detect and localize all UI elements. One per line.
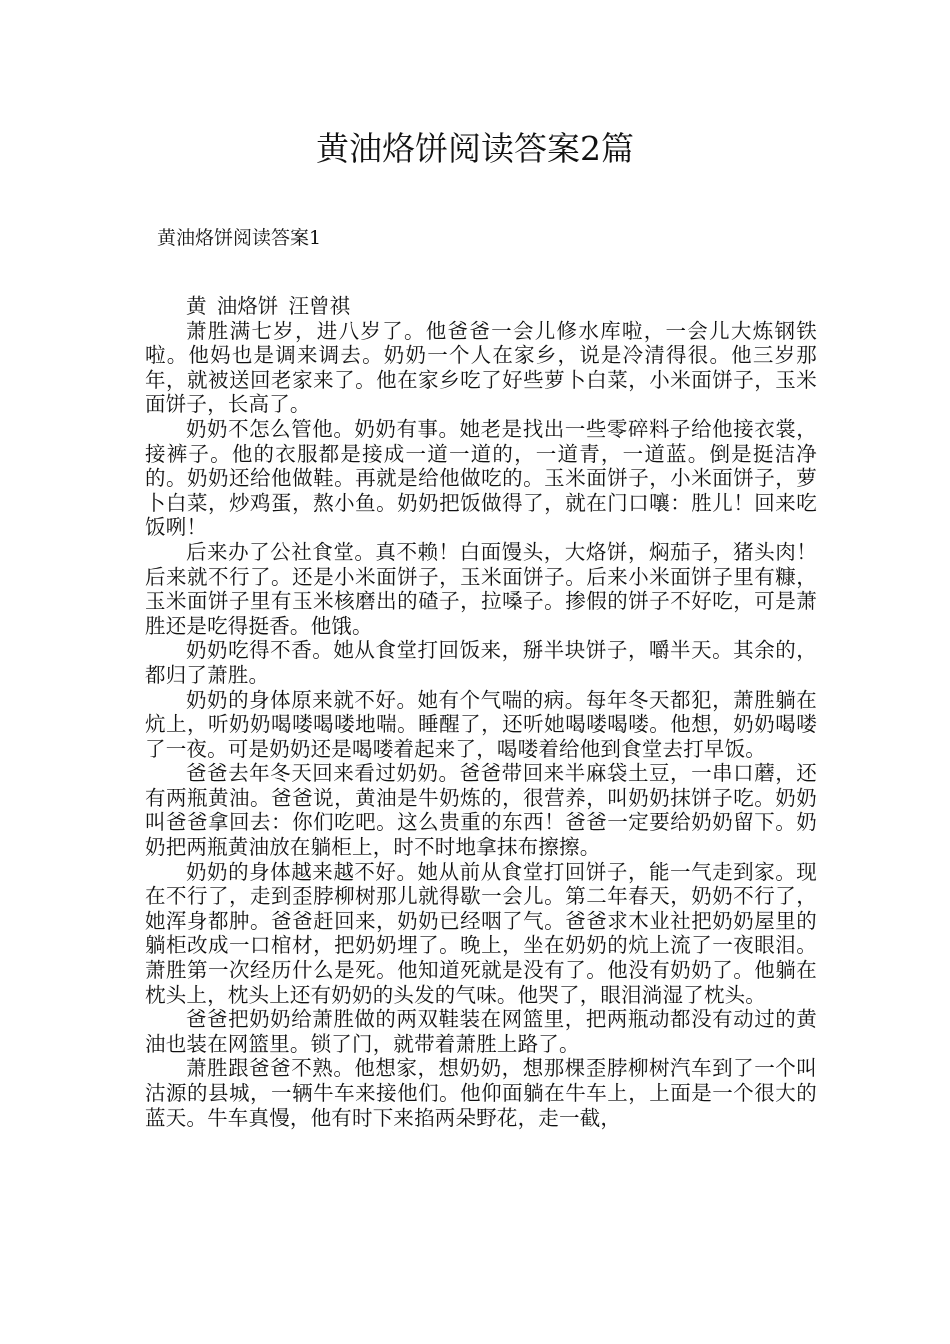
article-title-part2: 油烙饼 — [216, 294, 279, 318]
section-heading: 黄油烙饼阅读答案1 — [157, 227, 322, 249]
article-paragraph: 奶奶的身体原来就不好。她有个气喘的病。每年冬天都犯，萧胜躺在炕上，听奶奶喝喽喝喽地喘。睡醒了，还听她喝喽喝喽。他想，奶奶喝喽了一夜。可是奶奶还是喝喽着起来了，喝喽着给他到食堂去打早饭。 — [145, 687, 817, 761]
article-paragraph: 后来办了公社食堂。真不赖！白面馒头，大烙饼，焖茄子，猪头肉！后来就不行了。还是小米面饼子，玉米面饼子。后来小米面饼子里有糠，玉米面饼子里有玉米核磨出的碴子，拉嗓子。掺假的饼子不好吃，可是萧胜还是吃得挺香。他饿。 — [145, 539, 817, 638]
article-paragraph: 爸爸把奶奶给萧胜做的两双鞋装在网篮里，把两瓶动都没有动过的黄油也装在网篮里。锁了门，就带着萧胜上路了。 — [145, 1007, 817, 1056]
article-paragraph: 奶奶吃得不香。她从食堂打回饭来，掰半块饼子，嚼半天。其余的，都归了萧胜。 — [145, 638, 817, 687]
article-title-part1: 黄 — [186, 294, 207, 318]
article-paragraph: 奶奶不怎么管他。奶奶有事。她老是找出一些零碎料子给他接衣裳，接裤子。他的衣服都是接成一道一道的，一道青，一道蓝。倒是挺洁净的。奶奶还给他做鞋。再就是给他做吃的。玉米面饼子，小米面饼子，萝卜白菜，炒鸡蛋，熬小鱼。奶奶把饭做得了，就在门口嚷：胜儿！回来吃饭咧！ — [145, 416, 817, 540]
article-paragraph: 萧胜满七岁，进八岁了。他爸爸一会儿修水库啦，一会儿大炼钢铁啦。他妈也是调来调去。奶奶一个人在家乡，说是冷清得很。他三岁那年，就被送回老家来了。他在家乡吃了好些萝卜白菜，小米面饼子，玉米面饼子，长高了。 — [145, 318, 817, 417]
article-byline — [145, 294, 817, 319]
article-paragraph: 奶奶的身体越来越不好。她从前从食堂打回饼子，能一气走到家。现在不行了，走到歪脖柳树那儿就得歇一会儿。第二年春天，奶奶不行了，她浑身都肿。爸爸赶回来，奶奶已经咽了气。爸爸求木业社把奶奶屋里的躺柜改成一口棺材，把奶奶埋了。晚上，坐在奶奶的炕上流了一夜眼泪。萧胜第一次经历什么是死。他知道死就是没有了。他没有奶奶了。他躺在枕头上，枕头上还有奶奶的头发的气味。他哭了，眼泪淌湿了枕头。 — [145, 859, 817, 1007]
document-title: 黄油烙饼阅读答案2篇 — [316, 129, 634, 168]
article-paragraph: 爸爸去年冬天回来看过奶奶。爸爸带回来半麻袋土豆，一串口蘑，还有两瓶黄油。爸爸说，黄油是牛奶炼的，很营养，叫奶奶抹饼子吃。奶奶叫爸爸拿回去：你们吃吧。这么贵重的东西！爸爸一定要给奶奶留下。奶奶把两瓶黄油放在躺柜上，时不时地拿抹布擦擦。 — [145, 761, 817, 860]
article-body — [145, 294, 817, 1130]
article-author: 汪曾祺 — [288, 294, 350, 318]
article-paragraph: 萧胜跟爸爸不熟。他想家，想奶奶，想那棵歪脖柳树汽车到了一个叫沽源的县城，一辆牛车来接他们。他仰面躺在牛车上，上面是一个很大的蓝天。牛车真慢，他有时下来掐两朵野花，走一截， — [145, 1056, 817, 1130]
